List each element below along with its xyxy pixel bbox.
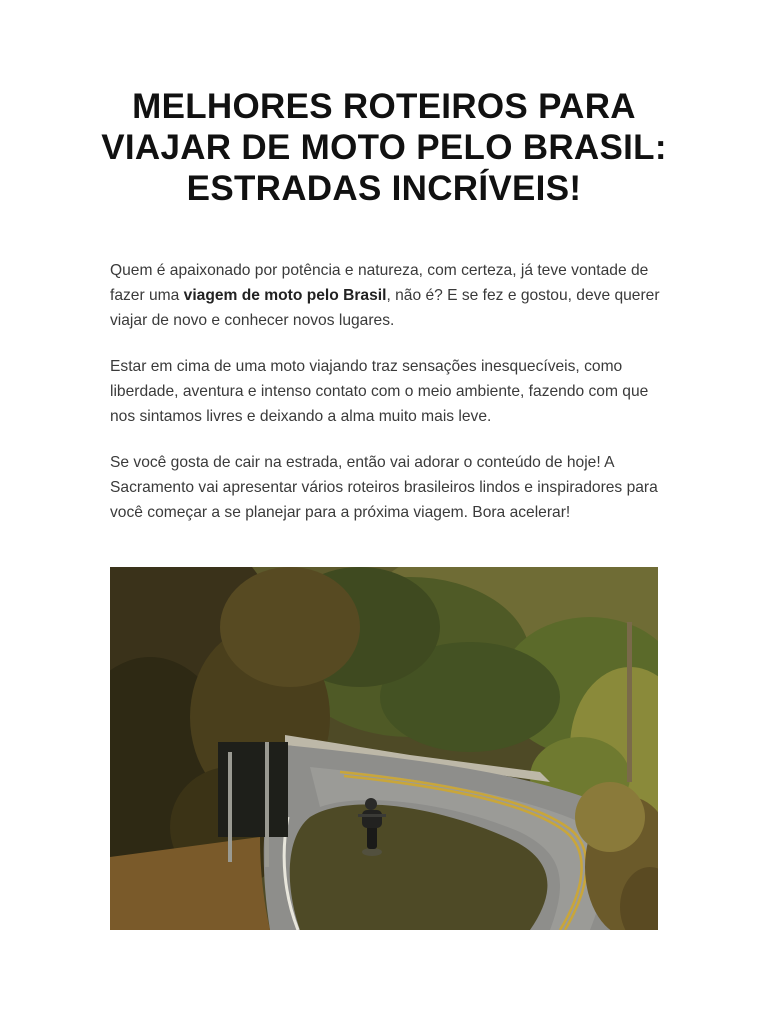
road-photo-illustration: [110, 567, 658, 930]
road-photo: [110, 567, 658, 930]
utility-pole: [627, 622, 632, 782]
paragraph-intro-end: , não é? E se fez e gostou, deve querer viajar de novo e conhecer novos lugares.: [110, 287, 660, 329]
paragraph-intro: [110, 258, 670, 333]
paragraph-intro-highlight: viagem de moto pelo Brasil: [183, 287, 387, 304]
article-title: MELHORES ROTEIROS PARA VIAJAR DE MOTO PELO BRASIL: ESTRADAS INCRÍVEIS!: [101, 87, 667, 208]
paragraph-invitation: Se você gosta de cair na estrada, então vai adorar o conteúdo de hoje! A Sacramento vai apresentar vários roteiros brasileiros lindos e inspiradores para você começar a se planejar para a próxima viagem. Bora acelerar!: [110, 454, 658, 521]
paragraph-intro-start: Quem é apaixonado por potência e natureza, com certeza, já teve vontade de fazer uma: [110, 262, 649, 304]
paragraph-freedom: Estar em cima de uma moto viajando traz sensações inesquecíveis, como liberdade, aventura e intenso contato com o meio ambiente, fazendo com que nos sintamos livres e deixando a alma muito mais leve.: [110, 358, 649, 425]
article-body: [110, 258, 670, 546]
